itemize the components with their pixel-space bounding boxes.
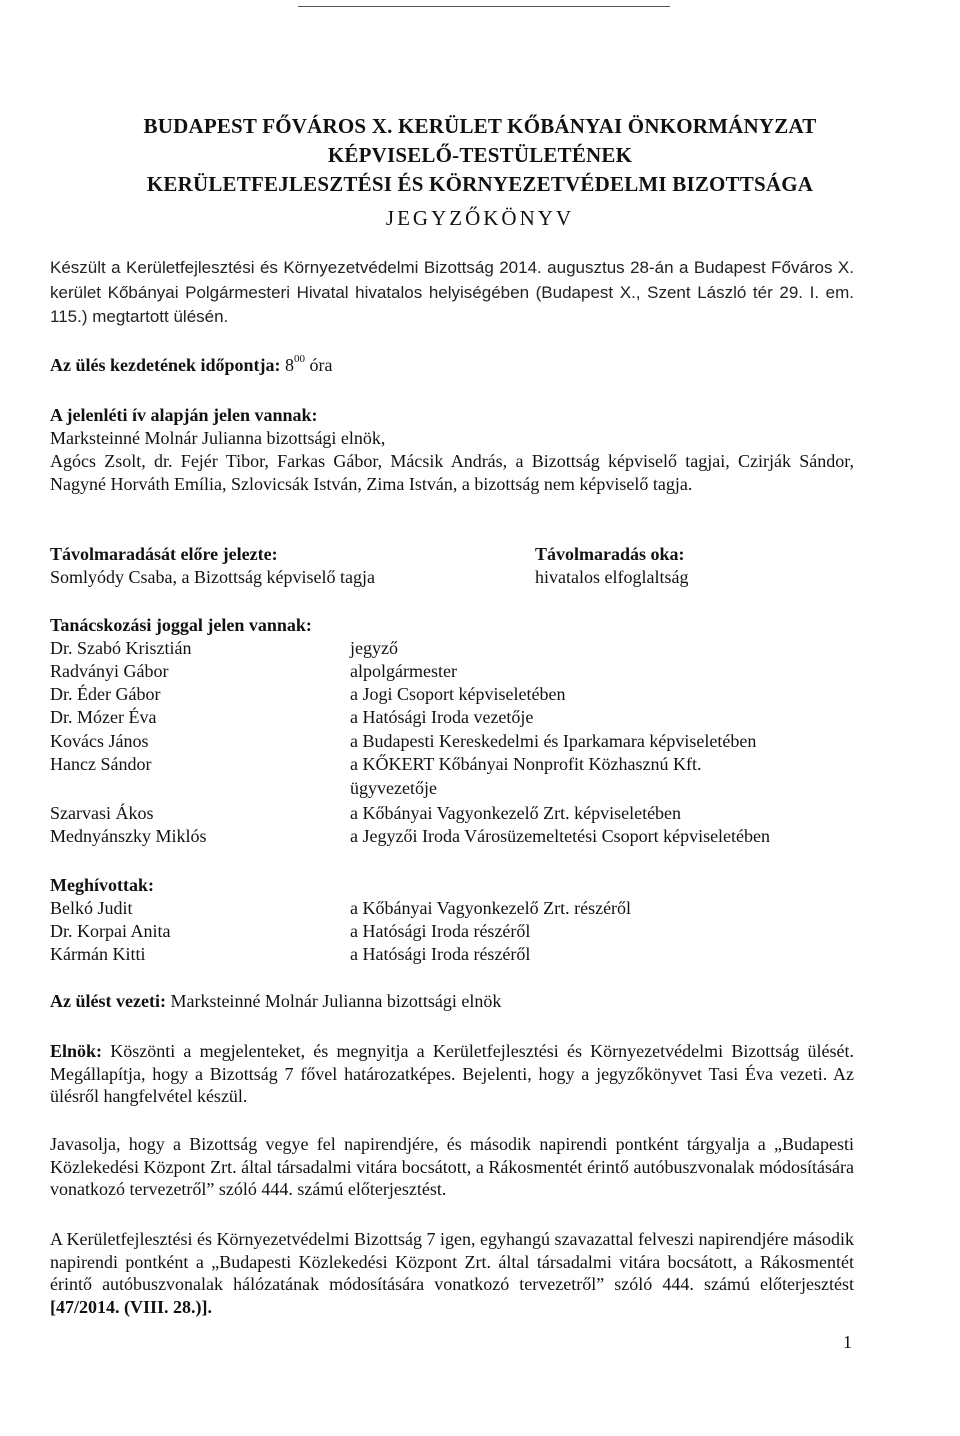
absence-right-heading: Távolmaradás oka:: [535, 544, 685, 564]
advisory-name: Radványi Gábor: [50, 661, 169, 681]
invited-name: Dr. Korpai Anita: [50, 921, 171, 941]
advisory-role-continued: ügyvezetője: [350, 778, 437, 798]
advisory-role: jegyző: [350, 638, 398, 658]
attendance-chair: Marksteinné Molnár Julianna bizottsági elnök,: [50, 428, 386, 448]
page-number: 1: [843, 1332, 852, 1352]
resolution-paragraph: [50, 1228, 854, 1318]
advisory-role: a Hatósági Iroda vezetője: [350, 707, 534, 727]
start-time-hour: 8: [285, 355, 294, 375]
invited-name: Kármán Kitti: [50, 944, 146, 964]
header-line-1: BUDAPEST FŐVÁROS X. KERÜLET KŐBÁNYAI ÖNKORMÁNYZAT: [143, 114, 817, 138]
invited-name: Belkó Judit: [50, 898, 133, 918]
intro-paragraph: Készült a Kerületfejlesztési és Környezetvédelmi Bizottság 2014. augusztus 28-án a Budapest Főváros X. kerület Kőbányai Polgármesteri Hivatal hivatalos helyiségében (Budapest X., Szent László tér 29. I. em. 115.) megtartott ülésén.: [50, 258, 854, 326]
header-line-2: KÉPVISELŐ-TESTÜLETÉNEK: [327, 143, 633, 167]
start-time-minutes: 00: [294, 353, 305, 365]
chair-value: Marksteinné Molnár Julianna bizottsági elnök: [170, 991, 502, 1011]
advisory-role: alpolgármester: [350, 661, 457, 681]
absence-left-value: Somlyódy Csaba, a Bizottság képviselő tagja: [50, 567, 375, 587]
resolution-number: [47/2014. (VIII. 28.)].: [50, 1296, 212, 1317]
advisory-name: Dr. Mózer Éva: [50, 707, 157, 727]
document-header: [120, 112, 840, 199]
advisory-name: Dr. Éder Gábor: [50, 684, 161, 704]
document-title: JEGYZŐKÖNYV: [385, 206, 575, 230]
advisory-name: Dr. Szabó Krisztián: [50, 638, 192, 658]
advisory-name: Hancz Sándor: [50, 754, 152, 774]
scan-artifact-line: [298, 6, 670, 7]
advisory-role: a Budapesti Kereskedelmi és Iparkamara képviseletében: [350, 731, 757, 751]
start-time-label: Az ülés kezdetének időpontja:: [50, 355, 281, 375]
chair-line: [50, 990, 501, 1013]
start-time-line: [50, 350, 332, 377]
advisory-role: a Jogi Csoport képviseletében: [350, 684, 566, 704]
invited-heading: Meghívottak:: [50, 875, 154, 895]
chair-opening-paragraph: [50, 1040, 854, 1108]
advisory-role: a Kőbányai Vagyonkezelő Zrt. képviseletében: [350, 803, 682, 823]
advisory-role: a Jegyzői Iroda Városüzemeltetési Csoport képviseletében: [350, 826, 771, 846]
invited-role: a Kőbányai Vagyonkezelő Zrt. részéről: [350, 898, 632, 918]
advisory-role: a KŐKERT Kőbányai Nonprofit Közhasznú Kft.: [350, 754, 702, 774]
agenda-proposal-paragraph: Javasolja, hogy a Bizottság vegye fel napirendjére, és második napirendi pontként tárgyalja a „Budapesti Közlekedési Központ Zrt. által társadalmi vitára bocsátott, a Rákosmentét érintő autóbuszvonalak módosítására vonatkozó tervezetről” szóló 444. számú előterjesztést.: [50, 1134, 854, 1199]
attendance-members: Agócs Zsolt, dr. Fejér Tibor, Farkas Gábor, Mácsik András, a Bizottság képviselő tagjai, Czirják Sándor, Nagyné Horváth Emília, Szlovicsák István, Zima István, a bizottság nem képviselő tagja.: [50, 451, 854, 494]
chair-label: Az ülést vezeti:: [50, 991, 166, 1011]
header-line-3: KERÜLETFEJLESZTÉSI ÉS KÖRNYEZETVÉDELMI BIZOTTSÁGA: [146, 172, 814, 196]
start-time-unit: óra: [309, 355, 333, 375]
advisory-name: Kovács János: [50, 731, 149, 751]
paragraph-text: Köszönti a megjelenteket, és megnyitja a Kerületfejlesztési és Környezetvédelmi Bizottság ülését. Megállapítja, hogy a Bizottság 7 fővel határozatképes. Bejelenti, hogy a jegyzőkönyvet Tasi Éva vezeti. Az ülésről hangfelvétel készül.: [50, 1041, 854, 1106]
invited-role: a Hatósági Iroda részéről: [350, 944, 531, 964]
absence-left-heading: Távolmaradását előre jelezte:: [50, 544, 278, 564]
attendance-heading: A jelenléti ív alapján jelen vannak:: [50, 405, 318, 425]
invited-role: a Hatósági Iroda részéről: [350, 921, 531, 941]
resolution-text: A Kerületfejlesztési és Környezetvédelmi Bizottság 7 igen, egyhangú szavazattal felveszi napirendjére második napirendi pontként a „Budapesti Közlekedési Központ Zrt. által társadalmi vitára bocsátott, a Rákosmentét érintő autóbuszvonalak hálózatának módosítására vonatkozó tervezetről” szóló 444. számú előterjesztést: [50, 1229, 854, 1294]
advisory-name: Szarvasi Ákos: [50, 803, 154, 823]
advisory-heading: Tanácskozási joggal jelen vannak:: [50, 615, 312, 635]
paragraph-speaker-label: Elnök:: [50, 1041, 103, 1061]
absence-right-value: hivatalos elfoglaltság: [535, 567, 689, 587]
advisory-name: Mednyánszky Miklós: [50, 826, 207, 846]
